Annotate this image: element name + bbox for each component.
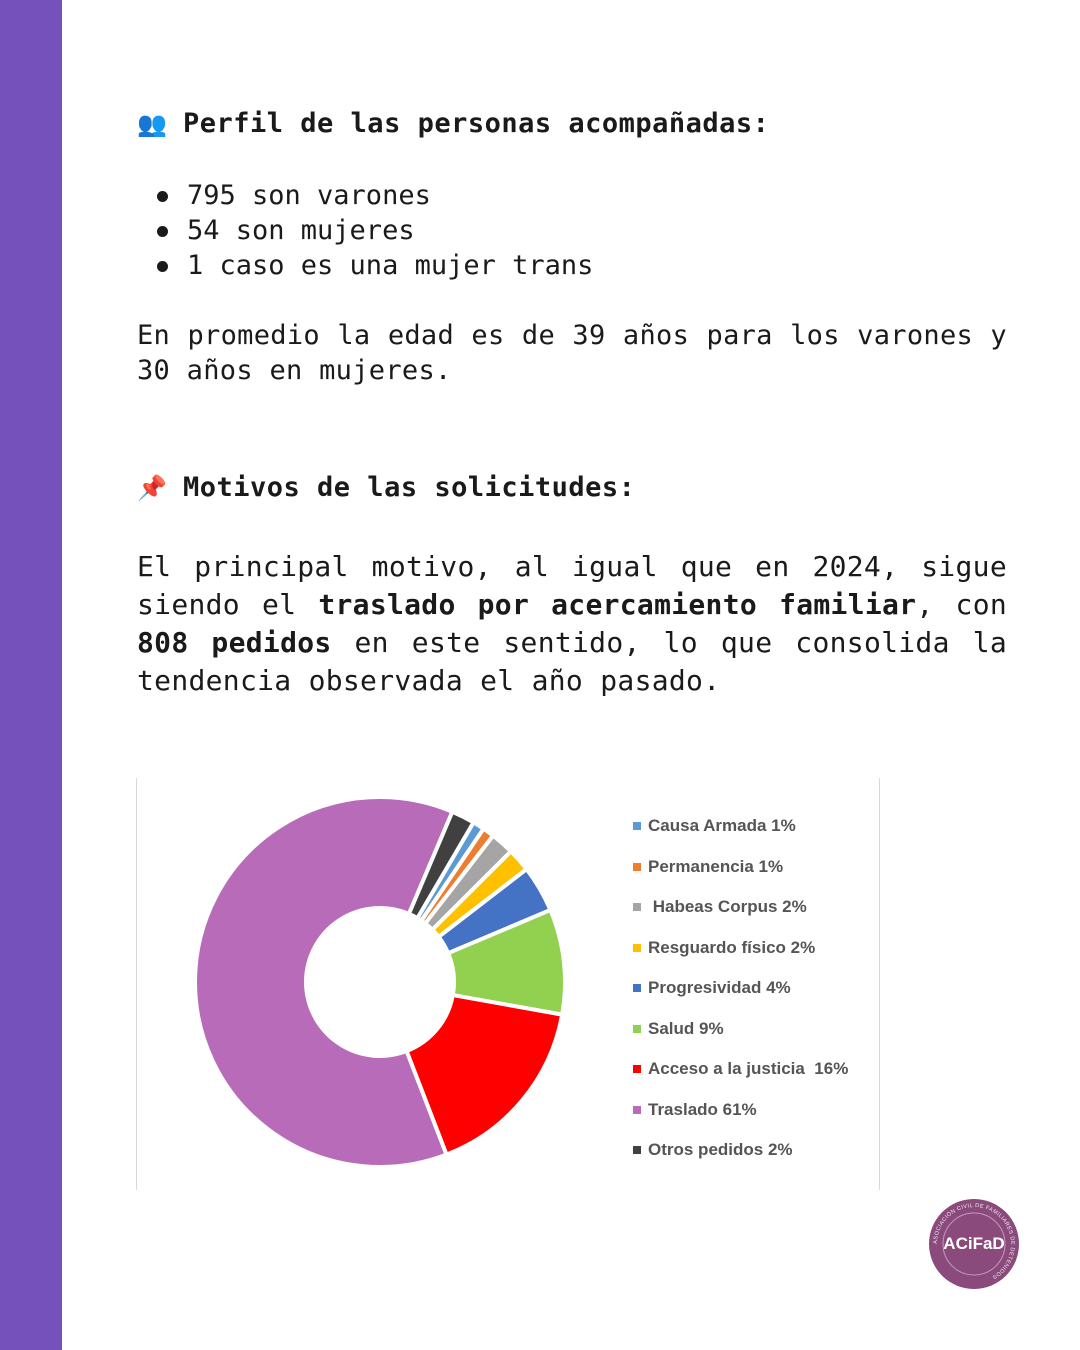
donut-chart — [136, 778, 880, 1190]
profile-list — [155, 178, 593, 283]
profile-heading-text: Perfil de las personas acompañadas: — [183, 108, 770, 139]
reasons-heading — [137, 472, 635, 503]
legend-label: Traslado 61% — [648, 1099, 757, 1119]
legend-swatch — [633, 1025, 641, 1033]
logo-ring-text: ASOCIACIÓN CIVIL DE FAMILIARES DE DETENIDOS — [932, 1202, 1016, 1280]
legend-swatch — [633, 984, 641, 992]
legend-label: Habeas Corpus 2% — [648, 897, 807, 917]
legend-item — [633, 1130, 848, 1171]
legend-swatch — [633, 903, 641, 911]
legend-item — [633, 887, 848, 928]
acifad-logo — [928, 1198, 1020, 1290]
legend-label: Progresividad 4% — [648, 978, 791, 998]
legend-label: Causa Armada 1% — [648, 816, 796, 836]
legend-item — [633, 1049, 848, 1090]
reasons-bold-1: traslado por acercamiento familiar — [318, 588, 917, 621]
legend-item — [633, 1090, 848, 1131]
legend-label: Otros pedidos 2% — [648, 1140, 793, 1160]
reasons-text-3: en este sentido, lo que consolida la tendencia observada el año pasado. — [137, 626, 1008, 697]
legend-swatch — [633, 822, 641, 830]
pushpin-icon: 📌 — [137, 473, 168, 502]
legend-item — [633, 968, 848, 1009]
sidebar-stripe — [0, 0, 62, 1350]
legend-label: Resguardo físico 2% — [648, 937, 816, 957]
legend-item — [633, 1009, 848, 1050]
donut-chart-svg — [137, 778, 617, 1190]
reasons-heading-text: Motivos de las solicitudes: — [183, 472, 636, 503]
list-item: 795 son varones — [155, 178, 593, 213]
legend-swatch — [633, 944, 641, 952]
logo-text: ACiFaD — [943, 1234, 1005, 1253]
legend-swatch — [633, 1065, 641, 1073]
busts-in-silhouette-icon: 👥 — [137, 109, 168, 138]
legend-label: Salud 9% — [648, 1018, 724, 1038]
chart-legend — [633, 806, 848, 1171]
legend-swatch — [633, 1106, 641, 1114]
legend-label: Permanencia 1% — [648, 856, 784, 876]
list-item: 1 caso es una mujer trans — [155, 248, 593, 283]
reasons-bold-2: 808 pedidos — [137, 626, 332, 659]
profile-heading — [137, 108, 769, 139]
legend-label: Acceso a la justicia 16% — [648, 1059, 849, 1079]
list-item: 54 son mujeres — [155, 213, 593, 248]
legend-swatch — [633, 863, 641, 871]
reasons-text-1: El principal motivo, al igual que en 2024, sigue siendo el — [137, 550, 1007, 621]
slice-traslado — [195, 797, 452, 1167]
legend-item — [633, 847, 848, 888]
legend-item — [633, 928, 848, 969]
reasons-paragraph — [137, 548, 1007, 700]
reasons-text-2: , con — [916, 588, 1008, 621]
age-paragraph: En promedio la edad es de 39 años para los varones y 30 años en mujeres. — [137, 320, 1007, 386]
legend-swatch — [633, 1146, 641, 1154]
legend-item — [633, 806, 848, 847]
